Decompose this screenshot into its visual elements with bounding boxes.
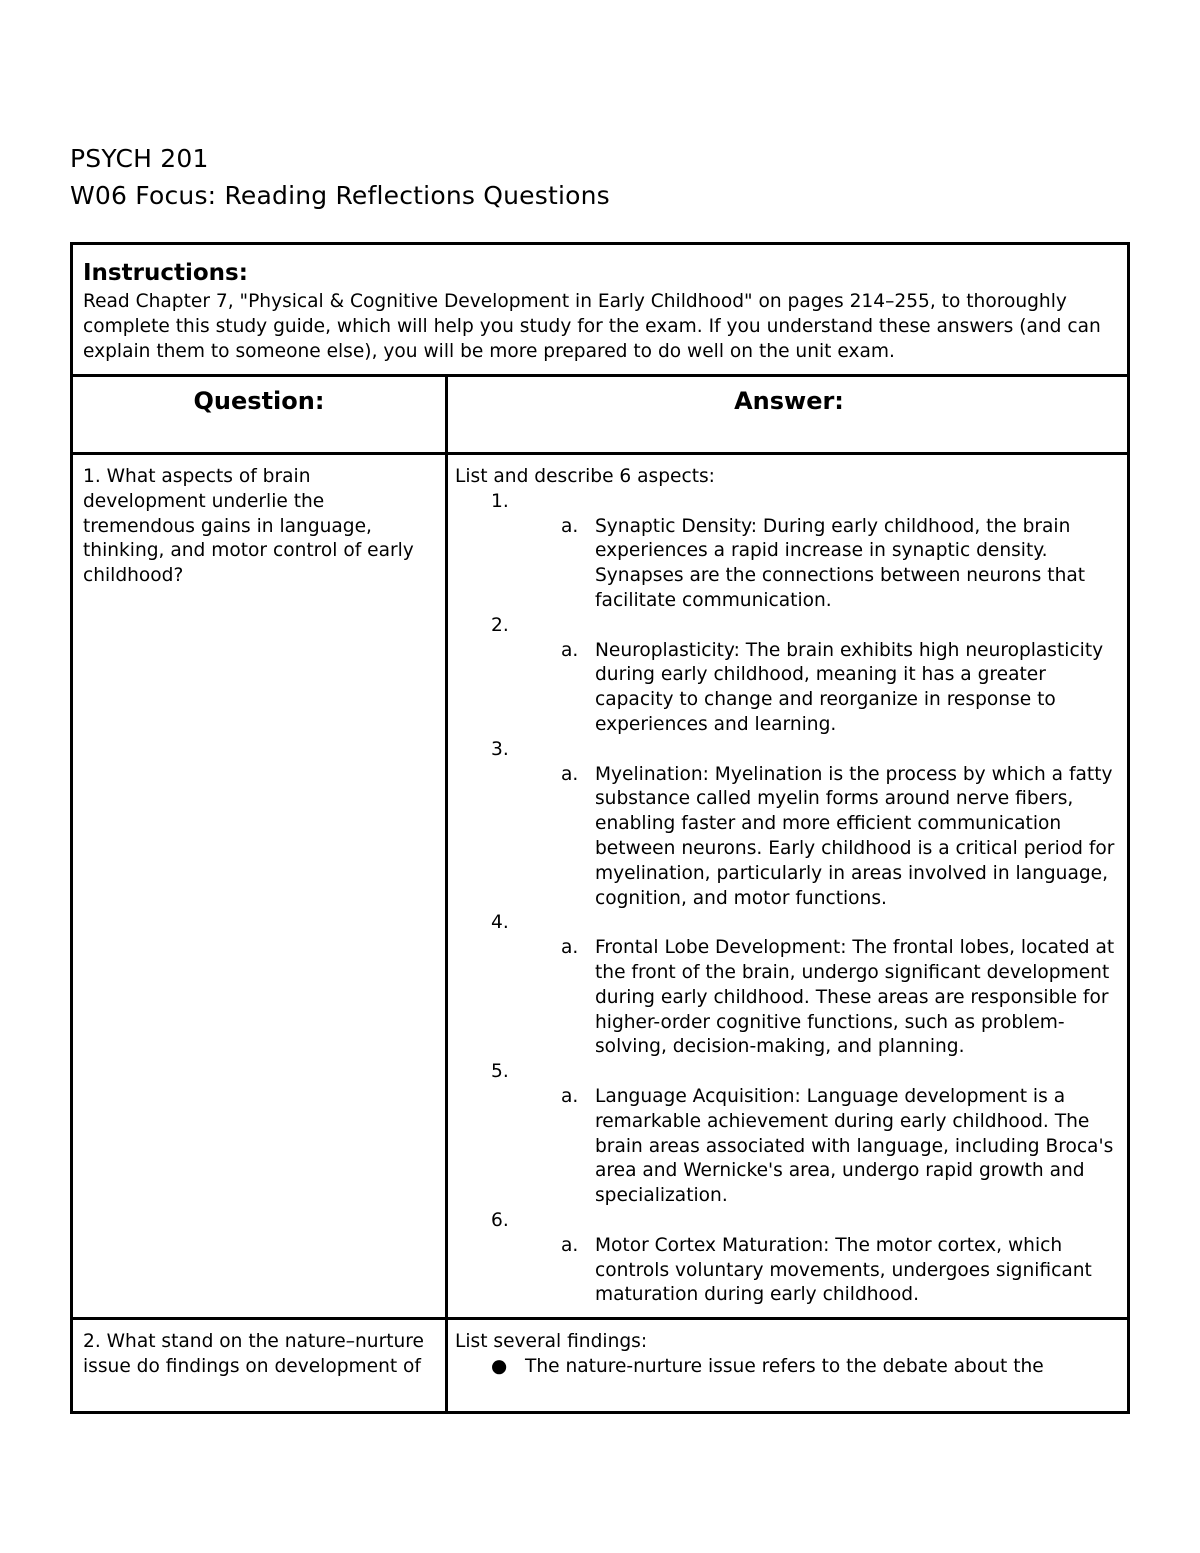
list-item-number: 3. [491, 738, 509, 760]
aspect-neuroplasticity: Neuroplasticity: The brain exhibits high neuroplasticity during early childhood, meaning it has a greater capacity to change and reorganize in response to experiences and learning. [595, 639, 1104, 735]
document-heading [70, 140, 610, 214]
answer-2 [455, 1330, 1120, 1380]
question-column-header: Question: [193, 387, 325, 415]
instructions-body: Read Chapter 7, "Physical & Cognitive Development in Early Childhood" on pages 214–255, to thoroughly complete this study guide, which will help you study for the exam. If you understand these answers (and can explain them to someone else), you will be more prepared to do well on the unit exam. [83, 291, 1101, 362]
sub-item-marker: a. [561, 515, 579, 537]
list-item [455, 639, 1120, 738]
answer-1 [455, 465, 1120, 1308]
list-item [455, 1234, 1120, 1308]
bullet-icon: ● [491, 1355, 508, 1377]
list-item [455, 763, 1120, 912]
answer-column-header: Answer: [734, 387, 844, 415]
row-divider [73, 1317, 1127, 1320]
column-divider [445, 374, 448, 1411]
instructions-title: Instructions: [83, 260, 248, 286]
answer-1-intro: List and describe 6 aspects: [455, 466, 715, 487]
list-item-number: 1. [491, 490, 509, 512]
aspect-motor-cortex: Motor Cortex Maturation: The motor cortex, which controls voluntary movements, undergoes significant maturation during early childhood. [595, 1234, 1092, 1306]
list-item-number: 2. [491, 614, 509, 636]
assignment-title: W06 Focus: Reading Reflections Questions [70, 181, 610, 210]
header-divider [73, 452, 1127, 455]
sub-item-marker: a. [561, 1085, 579, 1107]
course-title: PSYCH 201 [70, 144, 209, 173]
sub-item-marker: a. [561, 763, 579, 785]
aspect-frontal-lobe: Frontal Lobe Development: The frontal lobes, located at the front of the brain, undergo significant development during early childhood. These areas are responsible for higher-order cognitive functions, such as problem-solving, decision-making, and planning. [595, 937, 1115, 1058]
list-item [455, 515, 1120, 614]
instructions-cell [83, 257, 1121, 364]
sub-item-marker: a. [561, 639, 579, 661]
finding-nature-nurture: The nature-nurture issue refers to the debate about the [525, 1355, 1044, 1377]
list-item [455, 1085, 1120, 1209]
list-item [455, 936, 1120, 1060]
study-guide-table [70, 242, 1130, 1414]
answer-2-intro: List several findings: [455, 1331, 648, 1352]
list-item [455, 1355, 1120, 1380]
list-item-number: 6. [491, 1209, 509, 1231]
aspect-synaptic-density: Synaptic Density: During early childhood, the brain experiences a rapid increase in synaptic density. Synapses are the connections between neurons that facilitate communication. [595, 515, 1086, 611]
sub-item-marker: a. [561, 1234, 579, 1256]
question-2: 2. What stand on the nature–nurture issue do findings on development of [83, 1331, 424, 1377]
aspect-myelination: Myelination: Myelination is the process by which a fatty substance called myelin forms around nerve fibers, enabling faster and more efficient communication between neurons. Early childhood is a critical period for myelination, particularly in areas involved in language, cognition, and motor functions. [595, 763, 1115, 909]
instructions-divider [73, 374, 1127, 377]
list-item-number: 4. [491, 912, 509, 934]
sub-item-marker: a. [561, 937, 579, 959]
question-1: 1. What aspects of brain development underlie the tremendous gains in language, thinking, and motor control of early childhood? [83, 466, 414, 587]
aspect-language-acquisition: Language Acquisition: Language development is a remarkable achievement during early childhood. The brain areas associated with language, including Broca's area and Wernicke's area, undergo rapid growth and specialization. [595, 1085, 1114, 1207]
list-item-number: 5. [491, 1061, 509, 1083]
